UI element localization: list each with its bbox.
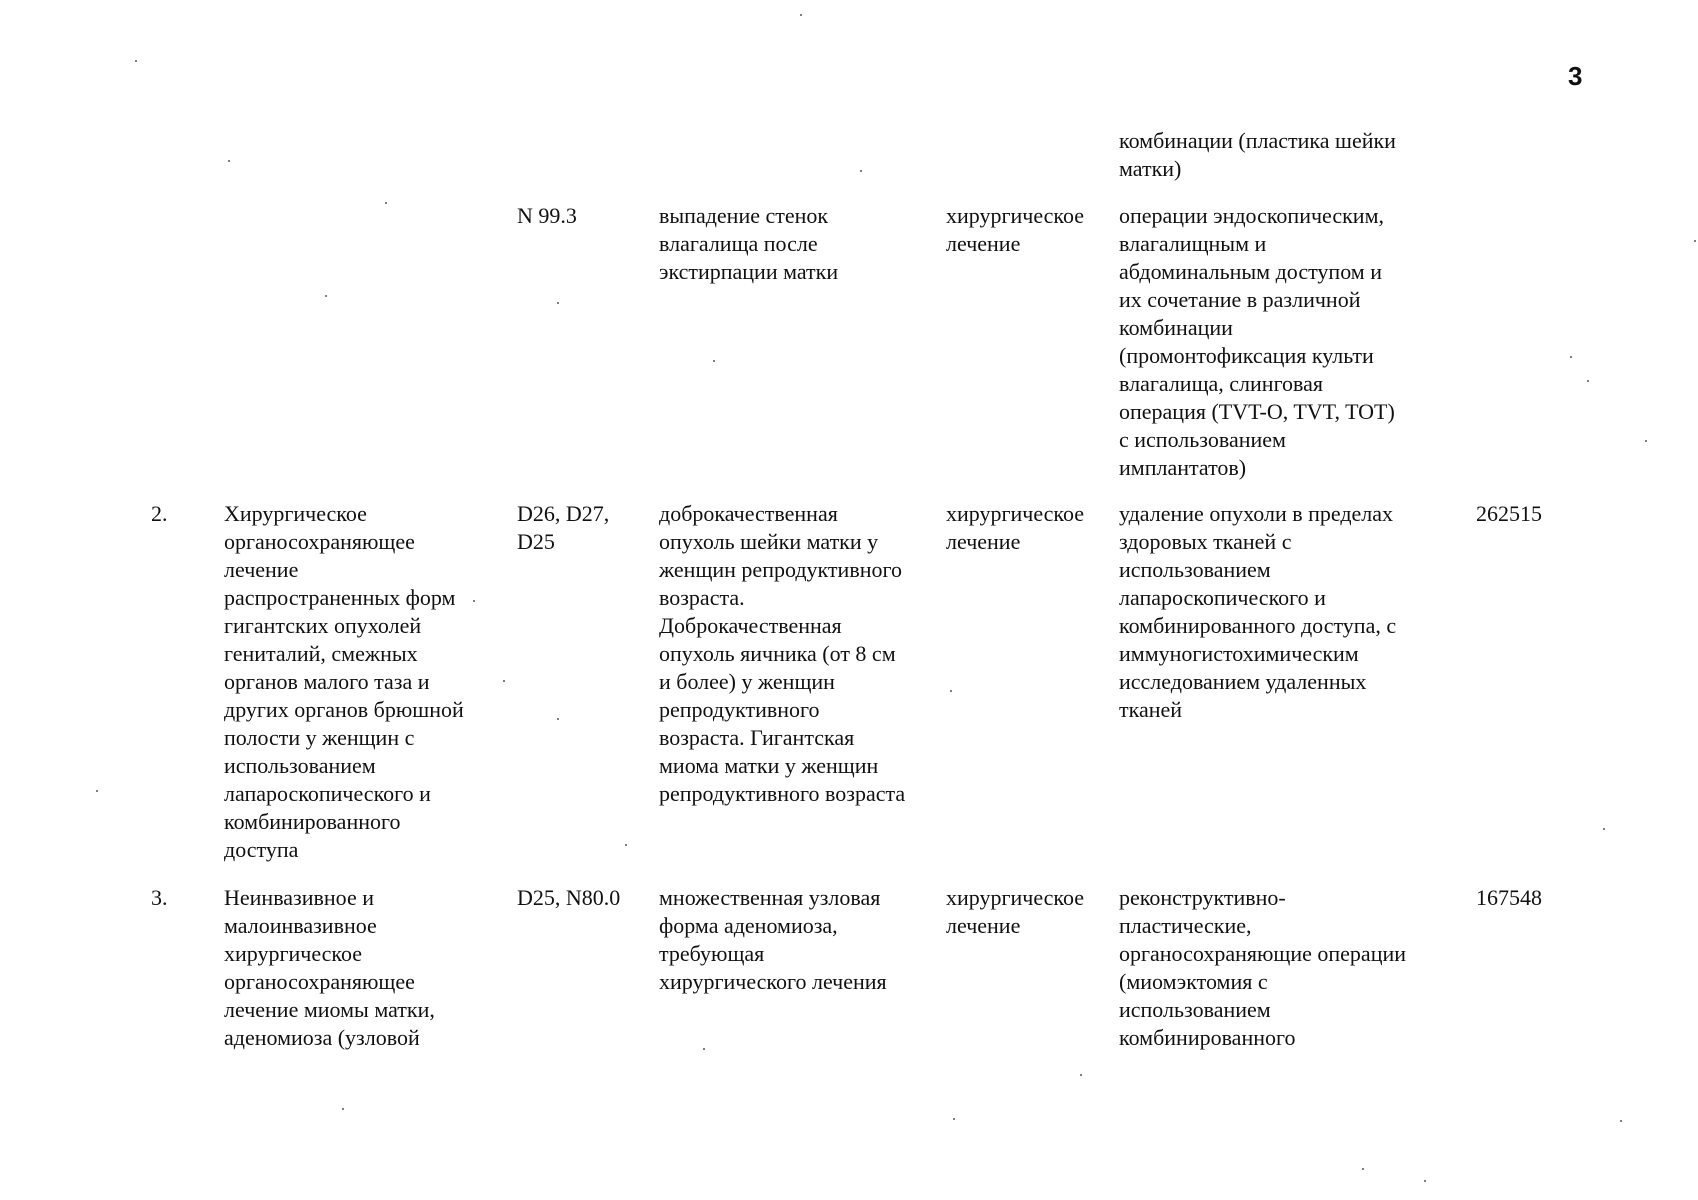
icd-code-cell: D25, N80.0 — [517, 885, 621, 910]
patient-model-cell: доброкачественная опухоль шейки матки у женщин репродуктивного возраста. Доброкачественная опухоль яичника (от 8 см и более) у женщин репродуктивного возраста. Гигантская миома матки у женщин репродуктивного возраста — [659, 501, 906, 806]
page-number: 3 — [1568, 61, 1583, 91]
treatment-type-cell: хирургическое лечение — [946, 203, 1085, 256]
scan-speck — [96, 790, 98, 792]
scan-speck — [1694, 240, 1696, 242]
cost-cell: 167548 — [1476, 885, 1542, 910]
scan-speck — [1603, 828, 1605, 830]
row-number-cell: 3. — [151, 885, 168, 910]
scan-speck — [1645, 440, 1647, 442]
icd-code-cell: D26, D27, D25 — [517, 501, 610, 554]
scan-speck — [503, 680, 505, 682]
scan-speck — [325, 295, 327, 297]
scan-speck — [557, 302, 559, 304]
scan-speck — [950, 690, 952, 692]
method-cell: операции эндоскопическим, влагалищным и абдоминальным доступом и их сочетание в различной комбинации (промонтофиксация культи влагалища, слинговая операция (TVT-O, TVT, TOT) с использованием имплантатов) — [1119, 203, 1395, 480]
patient-model-cell: выпадение стенок влагалища после экстирпации матки — [659, 203, 839, 284]
scan-speck — [1587, 380, 1589, 382]
scan-speck — [135, 60, 137, 62]
method-cell: удаление опухоли в пределах здоровых тканей с использованием лапароскопического и комбинированного доступа, с иммуногистохимическим исследованием удаленных тканей — [1119, 501, 1397, 722]
method-cell: реконструктивно- пластические, органосохраняющие операции (миомэктомия с использованием комбинированного — [1119, 885, 1407, 1050]
scan-speck — [342, 1108, 344, 1110]
icd-code-cell: N 99.3 — [517, 203, 577, 228]
scan-speck — [1570, 356, 1572, 358]
scan-speck — [473, 600, 475, 602]
treatment-type-cell: хирургическое лечение — [946, 885, 1085, 938]
scan-speck — [1424, 1180, 1426, 1182]
patient-model-cell: множественная узловая форма аденомиоза, требующая хирургического лечения — [659, 885, 887, 994]
scan-speck — [385, 202, 387, 204]
scan-speck — [860, 170, 862, 172]
scan-speck — [1620, 1120, 1622, 1122]
scan-speck — [1362, 1168, 1364, 1170]
scan-speck — [625, 844, 627, 846]
scan-speck — [800, 14, 802, 16]
scan-speck — [557, 718, 559, 720]
care-name-cell: Неинвазивное и малоинвазивное хирургическое органосохраняющее лечение миомы матки, аденомиоза (узловой — [224, 885, 435, 1050]
treatment-type-cell: хирургическое лечение — [946, 501, 1085, 554]
scan-speck — [1080, 1074, 1082, 1076]
scan-speck — [953, 1118, 955, 1120]
cost-cell: 262515 — [1476, 501, 1542, 526]
row-number-cell: 2. — [151, 501, 168, 526]
scan-speck — [703, 1048, 705, 1050]
scan-speck — [228, 160, 230, 162]
scan-speck — [713, 360, 715, 362]
care-name-cell: Хирургическое органосохраняющее лечение распространенных форм гигантских опухолей гениталий, смежных органов малого таза и других органов брюшной полости у женщин с использованием лапароскопического и комбинированного доступа — [224, 501, 464, 862]
method-cell: комбинации (пластика шейки матки) — [1119, 128, 1396, 181]
